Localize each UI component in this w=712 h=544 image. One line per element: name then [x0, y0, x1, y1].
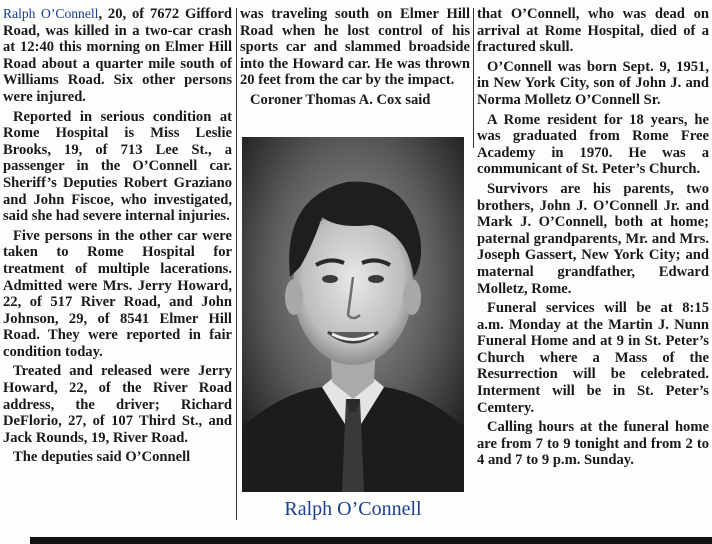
column-divider: [473, 8, 474, 148]
portrait-image: [242, 137, 464, 492]
paragraph: Funeral services will be at 8:15 a.m. Monday at the Martin J. Nunn Funeral Home and at 9 in St. Peter’s Church where a Mass of the Resurrection will be celebrated. Interment will be in St. Peter’s Cemtery.: [477, 300, 709, 416]
paragraph: Survivors are his parents, two brothers, John J. O’Connell Jr. and Mark J. O’Connell, both at home; paternal grandparents, Mr. and Mrs. Joseph Gassert, New York City; and maternal grandfather, Edward Molletz, Rome.: [477, 180, 709, 297]
lead-name-annotation: Ralph O’Connell: [3, 6, 99, 21]
paragraph: was traveling south on Elmer Hill Road when he lost control of his sports car and slammed broadside into the Howard car. He was thrown 20 feet from the car by the impact.: [240, 6, 470, 89]
paragraph: that O’Connell, who was dead on arrival at Rome Hospital, died of a fractured skull.: [477, 6, 709, 56]
paragraph: Reported in serious condition at Rome Hospital is Miss Leslie Brooks, 19, of 713 Lee St., a passenger in the O’Connell car. Sheriff’s Deputies Robert Graziano and John Fiscoe, who investigated, said she had severe internal injuries.: [3, 108, 232, 225]
column-divider: [236, 8, 237, 520]
paragraph: A Rome resident for 18 years, he was graduated from Rome Free Academy in 1970. He was a communicant of St. Peter’s Church.: [477, 111, 709, 178]
bottom-border-rule: [30, 537, 712, 544]
paragraph: Ralph O’Connell, 20, of 7672 Gifford Road, was killed in a two-car crash at 12:40 this morning on Elmer Hill Road about a quarter mile south of Williams Road. Six other persons were injured.: [3, 6, 232, 105]
paragraph: Treated and released were Jerry Howard, 22, of the River Road address, the driver; Richard DeFlorio, 27, of 107 Third St., and Jack Rounds, 19, River Road.: [3, 363, 232, 446]
article-column-1: [3, 6, 232, 469]
paragraph: Coroner Thomas A. Cox said: [250, 91, 431, 108]
article-column-3: [477, 6, 709, 472]
paragraph: Calling hours at the funeral home are from 7 to 9 tonight and from 2 to 4 and 7 to 9 p.m. Sunday.: [477, 419, 709, 469]
paragraph: O’Connell was born Sept. 9, 1951, in New York City, son of John J. and Norma Molletz O’Connell Sr.: [477, 58, 709, 108]
article-column-2: [240, 6, 470, 112]
paragraph: The deputies said O’Connell: [13, 449, 191, 466]
portrait-photo: [242, 137, 464, 492]
paragraph: Five persons in the other car were taken to Rome Hospital for treatment of multiple lacerations. Admitted were Mrs. Jerry Howard, 22, of 517 River Road, and John Johnson, 29, of 8541 Elmer Hill Road. They were reported in fair condition today.: [3, 227, 232, 360]
photo-caption: Ralph O’Connell: [284, 498, 422, 520]
